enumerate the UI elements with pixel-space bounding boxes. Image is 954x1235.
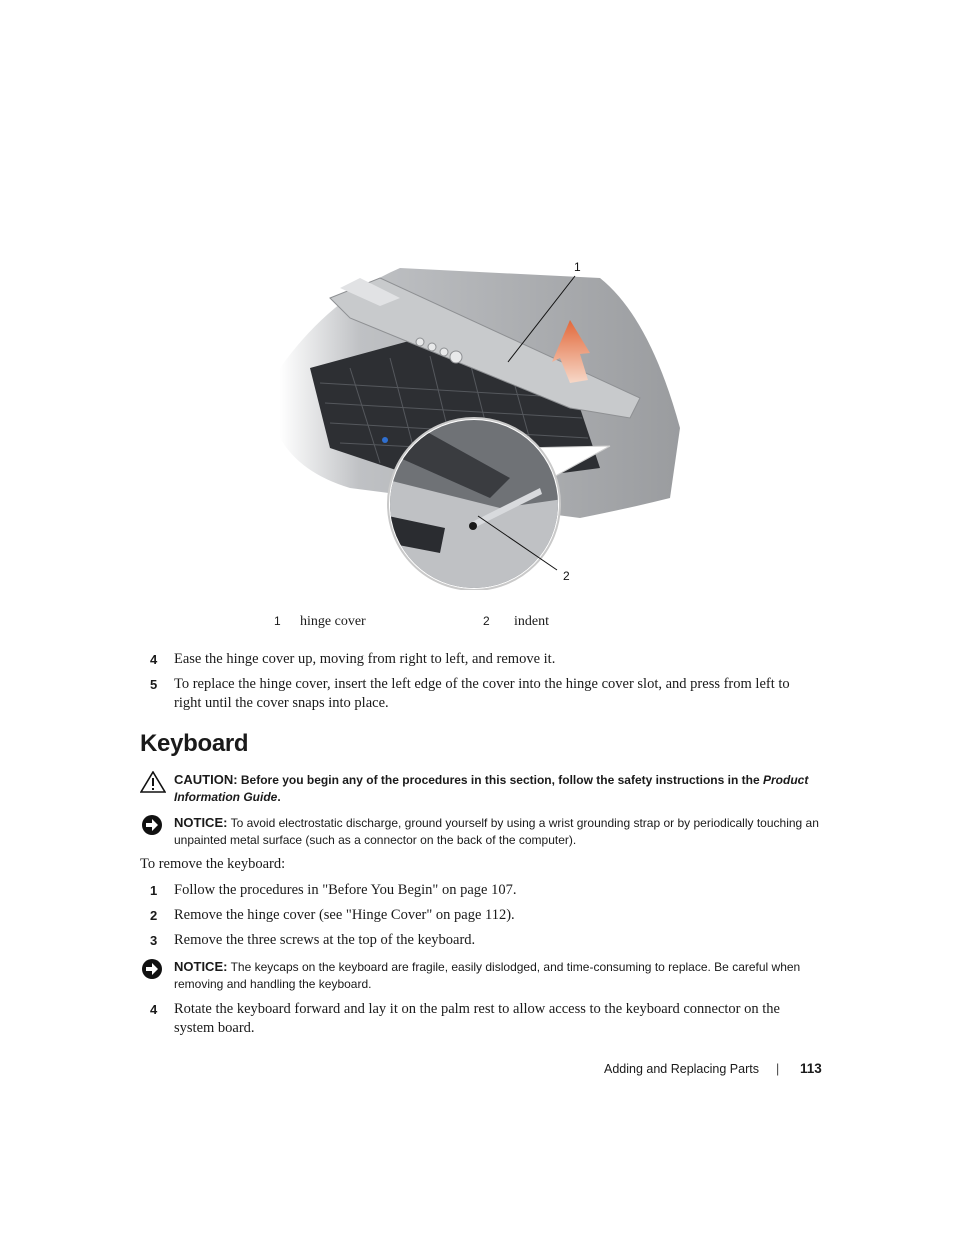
step-item bbox=[150, 1000, 820, 1040]
step-number: 4 bbox=[150, 1002, 158, 1017]
step-number: 2 bbox=[150, 908, 158, 923]
warning-triangle-icon bbox=[140, 771, 166, 793]
laptop-hinge-drawing bbox=[270, 258, 690, 590]
step-text: Remove the hinge cover (see "Hinge Cover" on page 112). bbox=[174, 907, 515, 923]
legend-item-2 bbox=[483, 614, 490, 630]
caution-guide-title: Product Information Guide bbox=[174, 773, 809, 804]
caution-text: Before you begin any of the procedures in this section, follow the safety instructions in the bbox=[240, 773, 760, 787]
step-item bbox=[150, 675, 820, 715]
notice-label: NOTICE: bbox=[174, 959, 228, 974]
step-number: 4 bbox=[150, 652, 158, 667]
footer-separator: | bbox=[776, 1062, 780, 1076]
intro-text: To remove the keyboard: bbox=[140, 856, 286, 872]
legend-number: 1 bbox=[274, 614, 281, 628]
legend-label-1: hinge cover bbox=[300, 614, 366, 629]
notice-text: To avoid electrostatic discharge, ground yourself by using a wrist grounding strap or by periodically touching an unpainted metal surface (such as a connector on the back of the computer). bbox=[174, 816, 819, 847]
step-item bbox=[150, 650, 820, 670]
caution-end: . bbox=[277, 790, 281, 804]
legend-number: 2 bbox=[483, 614, 490, 628]
notice-block bbox=[140, 958, 820, 994]
callout-1: 1 bbox=[574, 260, 581, 274]
step-number: 5 bbox=[150, 677, 158, 692]
caution-label: CAUTION: bbox=[174, 772, 238, 787]
caution-block bbox=[140, 771, 820, 807]
notice-arrow-icon bbox=[140, 814, 166, 836]
notice-block bbox=[140, 814, 820, 850]
step-item bbox=[150, 931, 820, 951]
hinge-cover-illustration bbox=[270, 258, 690, 590]
footer-section-title: Adding and Replacing Parts bbox=[604, 1062, 759, 1076]
legend-item-1 bbox=[274, 614, 281, 630]
step-text: To replace the hinge cover, insert the left edge of the cover into the hinge cover slot, and press from left to right until the cover snaps into place. bbox=[174, 676, 790, 711]
notice-arrow-icon bbox=[140, 958, 166, 980]
step-text: Ease the hinge cover up, moving from right to left, and remove it. bbox=[174, 651, 556, 667]
notice-text: The keycaps on the keyboard are fragile, easily dislodged, and time-consuming to replace. Be careful when removing and handling the keyboard. bbox=[174, 960, 801, 991]
callout-2: 2 bbox=[563, 569, 570, 583]
step-text: Follow the procedures in "Before You Begin" on page 107. bbox=[174, 882, 517, 898]
step-item bbox=[150, 881, 820, 901]
step-text: Rotate the keyboard forward and lay it on the palm rest to allow access to the keyboard connector on the system board. bbox=[174, 1001, 780, 1036]
page-number: 113 bbox=[800, 1061, 822, 1076]
step-number: 3 bbox=[150, 933, 158, 948]
section-heading: Keyboard bbox=[140, 730, 249, 757]
step-item bbox=[150, 906, 820, 926]
legend-label-2: indent bbox=[514, 614, 549, 629]
step-text: Remove the three screws at the top of the keyboard. bbox=[174, 932, 476, 948]
step-number: 1 bbox=[150, 883, 158, 898]
notice-label: NOTICE: bbox=[174, 815, 228, 830]
